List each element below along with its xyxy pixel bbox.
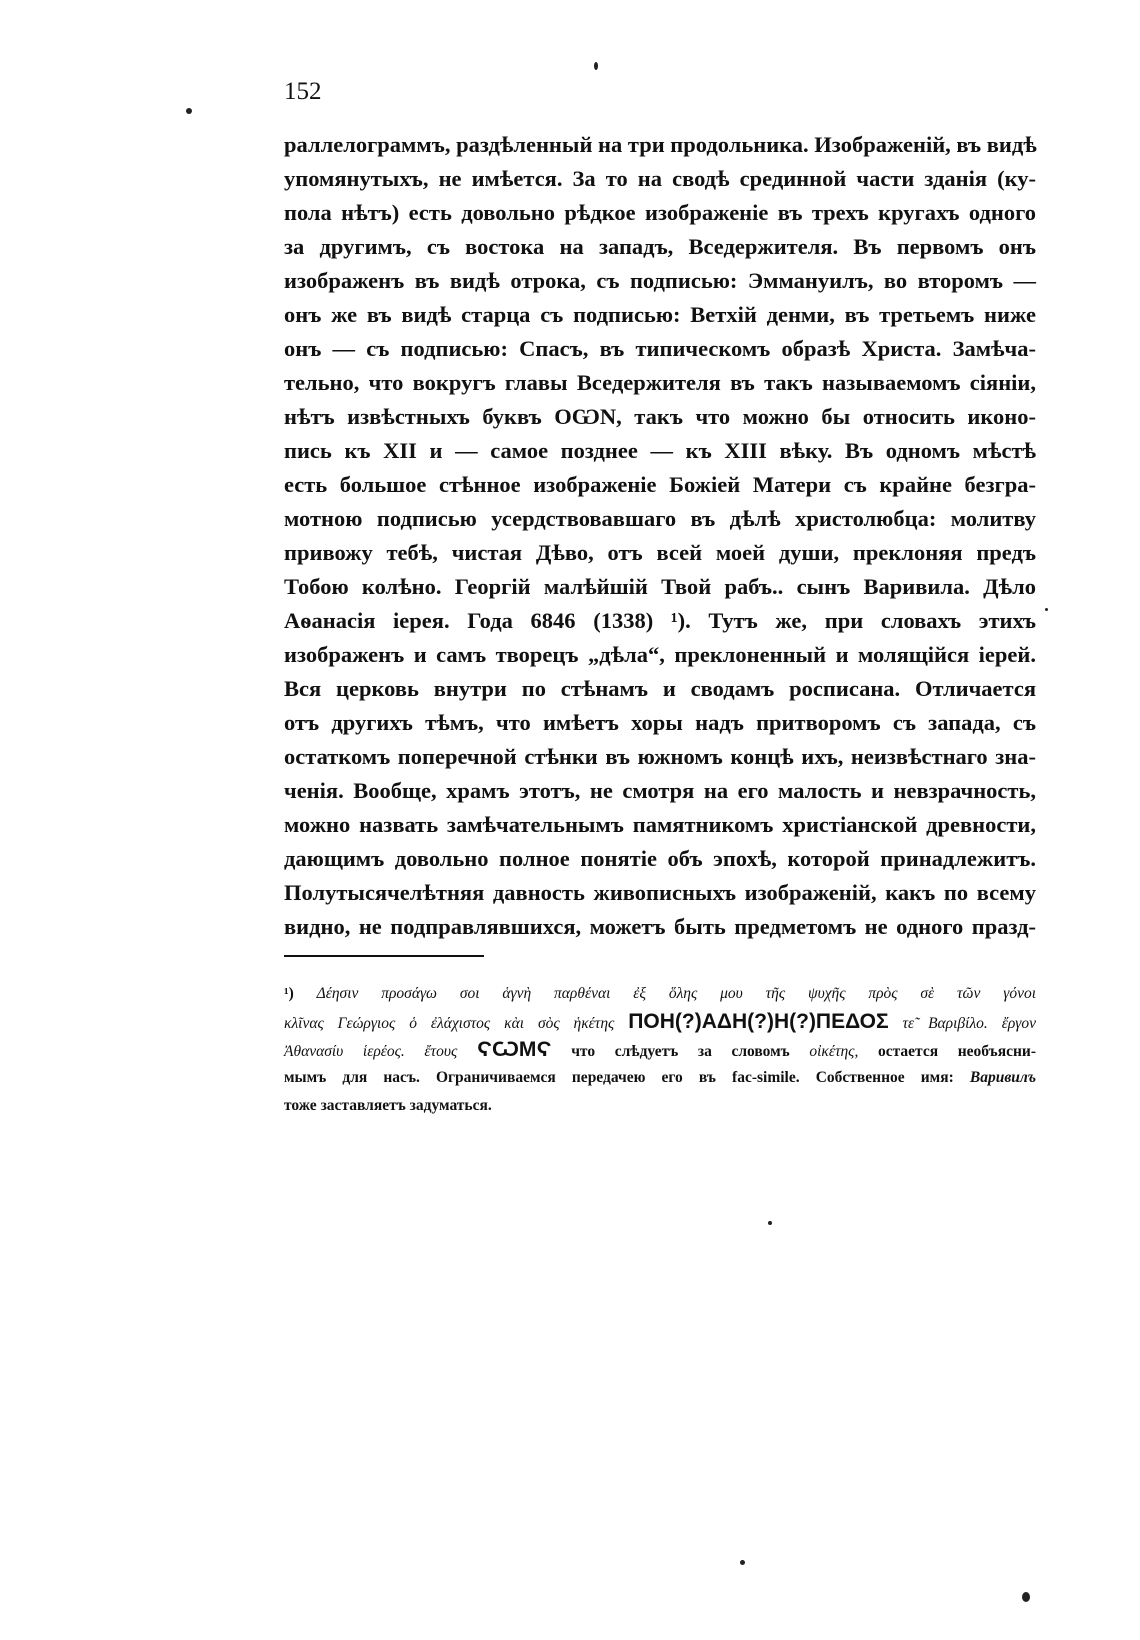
- text-line: есть большое стѣнное изображеніе Божіей Матери съ крайне безгра-: [284, 472, 1036, 497]
- text-line: видно, не подправлявшихся, можетъ быть предметомъ не одного празд-: [284, 914, 1036, 939]
- text-line: Полутысячелѣтняя давность живописныхъ изображеній, какъ по всему: [284, 880, 1036, 905]
- footnote-greek-text: τε̃ Βαριβίλο. ἔργον: [902, 1015, 1036, 1032]
- footnote-line: тоже заставляетъ задуматься.: [284, 1097, 492, 1114]
- footnote: [284, 980, 1036, 1120]
- text-line: привожу тебѣ, чистая Дѣво, отъ всей моей души, преклоняя предъ: [284, 540, 1036, 565]
- text-line: остаткомъ поперечной стѣнки въ южномъ концѣ ихъ, неизвѣстнаго зна-: [284, 744, 1036, 769]
- body-text: [284, 128, 1036, 944]
- footnote-greek-text: οἰκέτης,: [809, 1043, 859, 1060]
- text-line: мотною подписью усердствовавшаго въ дѣлѣ христолюбца: молитву: [284, 506, 1036, 531]
- text-line: онъ же въ видѣ старца съ подписью: Ветхій денми, въ третьемъ ниже: [284, 302, 1036, 327]
- footnote-line: [284, 1064, 1036, 1092]
- text-line: изображенъ въ видѣ отрока, съ подписью: Эммануилъ, во второмъ —: [284, 268, 1036, 293]
- text-line: за другимъ, съ востока на западъ, Вседержителя. Въ первомъ онъ: [284, 234, 1036, 259]
- text-line: тельно, что вокругъ главы Вседержителя въ такъ называемомъ сіяніи,: [284, 370, 1036, 395]
- scan-speck: [186, 108, 192, 114]
- footnote-line: [284, 1008, 1036, 1036]
- footnote-greek-text: Δέησιν προσάγω σοι ἁγνὴ παρθέναι ἐξ ὅλης μου τῆς ψυχῆς πρὸς σὲ τῶν γόνοι: [316, 985, 1037, 1002]
- footnote-marker: ¹): [284, 985, 294, 1002]
- text-line: Тобою колѣно. Георгій малѣйшій Твой рабъ.. сынъ Варивила. Дѣло: [284, 574, 1036, 599]
- scan-speck: [768, 1221, 772, 1225]
- text-line: пола нѣтъ) есть довольно рѣдкое изображеніе въ трехъ кругахъ одного: [284, 200, 1036, 225]
- text-line: изображенъ и самъ творецъ „дѣла“, преклоненный и молящійся іерей.: [284, 642, 1036, 667]
- text-line: дающимъ довольно полное понятіе объ эпохѣ, которой принадлежитъ.: [284, 846, 1036, 871]
- text-line: можно назвать замѣчательнымъ памятникомъ христіанской древности,: [284, 812, 1036, 837]
- text-line: ченія. Вообще, храмъ этотъ, не смотря на его малость и невзрачность,: [284, 778, 1036, 803]
- text-line: упомянутыхъ, не имѣется. За то на сводѣ срединной части зданія (ку-: [284, 166, 1036, 191]
- footnote-line: [284, 1036, 1036, 1064]
- inscription-facsimile: ΠΟΗ(?)ΑΔΗ(?)Η(?)ΠΕΔΟΣ: [628, 1010, 889, 1033]
- footnote-line: [284, 980, 1036, 1008]
- text-line: Аѳанасія іерея. Года 6846 (1338) ¹). Тутъ же, при словахъ этихъ: [284, 608, 1036, 633]
- text-line: Вся церковь внутри по стѣнамъ и сводамъ росписана. Отличается: [284, 676, 1036, 701]
- scan-speck: [1045, 608, 1048, 611]
- footnote-greek-text: Ἀθανασίυ ἱερέος. ἔτους: [284, 1043, 458, 1060]
- footnote-greek-text: κλῖνας Γεώργιος ὁ ἐλάχιστος κὰι σὸς ἡκέτης: [284, 1015, 615, 1032]
- scan-speck: [594, 62, 598, 70]
- footnote-text: что слѣдуетъ за словомъ: [571, 1043, 790, 1060]
- text-line: онъ — съ подписью: Спасъ, въ типическомъ образѣ Христа. Замѣча-: [284, 336, 1036, 361]
- text-line: отъ другихъ тѣмъ, что имѣетъ хоры надъ притворомъ съ запада, съ: [284, 710, 1036, 735]
- scan-speck: [1022, 1592, 1030, 1602]
- scan-speck: [740, 1560, 745, 1565]
- text-line: пись къ XII и — самое позднее — къ XIII вѣку. Въ одномъ мѣстѣ: [284, 438, 1036, 463]
- date-glyphs-facsimile: ϚѠΜϚ: [476, 1038, 552, 1061]
- text-line: раллелограммъ, раздѣленный на три продольника. Изображеній, въ видѣ: [284, 132, 1037, 157]
- footnote-italic-name: Варивилъ: [969, 1069, 1036, 1086]
- footnote-text: мымъ для насъ. Ограничиваемся передачею его въ fac-simile. Собственное имя:: [284, 1069, 954, 1086]
- page-number: 152: [284, 78, 322, 105]
- text-line: нѣтъ извѣстныхъ буквъ ΟѠΝ, такъ что можно бы относить иконо-: [284, 404, 1036, 429]
- footnote-text: остается необъясни-: [877, 1043, 1036, 1060]
- footnote-rule: [284, 955, 484, 957]
